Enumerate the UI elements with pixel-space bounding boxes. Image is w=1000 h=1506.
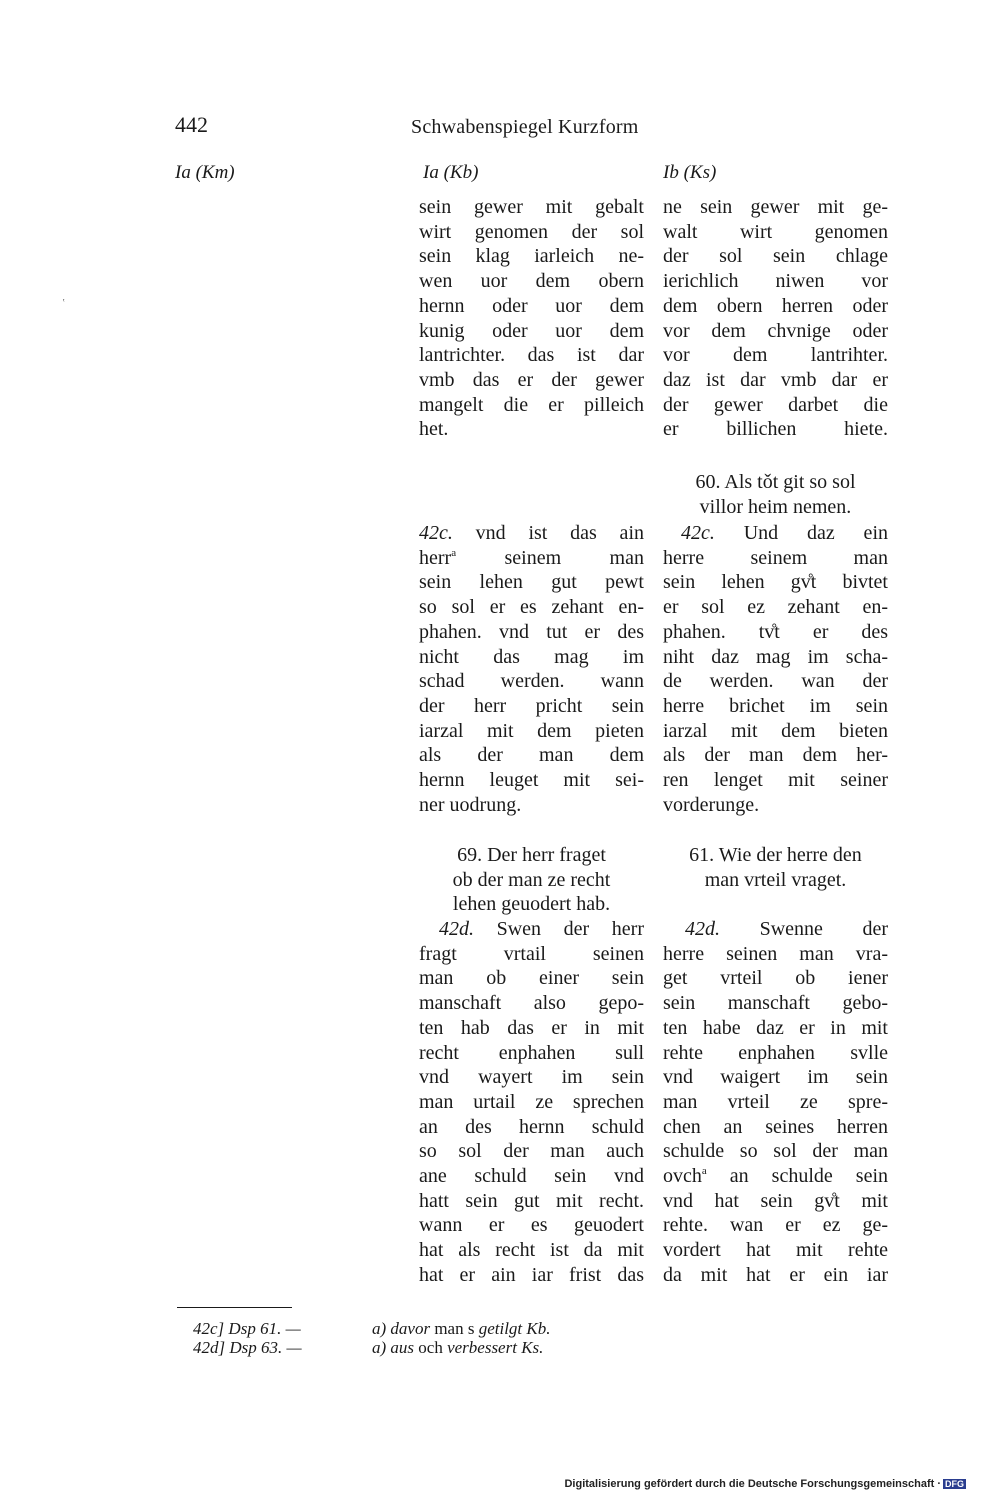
text-line: lehen geuodert hab. xyxy=(452,893,611,916)
column-heading-km: Ia (Km) xyxy=(175,162,235,183)
dfg-logo: DFG xyxy=(945,1479,964,1489)
text-line: daz ist dar vmb dar er xyxy=(663,368,888,391)
text-line: so sol der man auch xyxy=(419,1140,644,1163)
ks-42d-number: 42d. xyxy=(685,918,720,940)
text-line: 61. Wie der herre den xyxy=(689,844,862,866)
text-line: vor dem chvnige oder xyxy=(663,319,888,342)
footnote-a-ks: a) aus och verbessert Ks. xyxy=(372,1338,544,1357)
ks-section-heading-60 xyxy=(663,470,888,519)
text-line: manschaft also gepo- xyxy=(419,992,644,1015)
text-line: ten habe daz er in mit xyxy=(663,1016,888,1039)
kb-42d-number: 42d. xyxy=(439,918,474,940)
text-line: vorderunge. xyxy=(663,793,760,816)
stray-mark: ʽ xyxy=(62,298,66,309)
text-line: ten hab das er in mit xyxy=(419,1016,644,1039)
footnote-a-kb: a) davor man s getilgt Kb. xyxy=(372,1319,551,1338)
text-line: sein manschaft gebo- xyxy=(663,992,888,1015)
text-line: rehte. wan er ez ge- xyxy=(663,1214,888,1237)
text-line: chen an seines herren xyxy=(663,1115,888,1138)
text-line: walt wirt genomen xyxy=(663,220,888,243)
kb-paragraph-42d: 42d. Swen der herr fragt vrtail seinen man ob einer sein manschaft also gepo- ten hab das er in mit recht enphahen sull vnd wayert im sein man urtail ze sprechen an des hernn schuld so sol der man auch ane schuld sein vnd hatt sein gut mit recht. wann er es geuodert hat als recht ist da mit hat er ain iar frist das xyxy=(419,918,644,1286)
text-line: der herr pricht sein xyxy=(419,694,644,717)
ks-paragraph-42c: 42c. Und daz ein herre seinem man sein lehen gv̊t bivtet er sol ez zehant en- phahen. tv̊t er des niht daz mag im scha- de werden. wan der herre brichet im sein iarzal mit dem bieten als der man dem her- ren lenget mit seiner vorderunge. xyxy=(663,522,888,816)
text-line: dem obern herren oder xyxy=(663,294,888,317)
text-line: man ob einer sein xyxy=(419,967,644,990)
text-line: als der man dem her- xyxy=(663,744,888,767)
text-line: der gewer darbet die xyxy=(663,393,888,416)
kb-section-heading-69 xyxy=(419,843,644,917)
text-line: phahen. tv̊t er des xyxy=(663,620,888,643)
text-line: wirt genomen der sol xyxy=(419,220,644,243)
text-line: man urtail ze sprechen xyxy=(419,1090,644,1113)
text-line: get vrteil ob iener xyxy=(663,967,888,990)
footnote-ref-42c: 42c] Dsp 61. — xyxy=(193,1319,301,1338)
text-line: vor dem lantrihter. xyxy=(663,344,888,367)
text-line: lantrichter. das ist dar xyxy=(419,344,644,367)
text-line: sein klag iarleich ne- xyxy=(419,245,644,268)
ks-42c-number: 42c. xyxy=(681,522,715,544)
text-line: rehte enphahen svlle xyxy=(663,1041,888,1064)
text-line: man vrteil ze spre- xyxy=(663,1090,888,1113)
text-line: recht enphahen sull xyxy=(419,1041,644,1064)
kb-text-block-1 xyxy=(419,195,644,442)
text-line: niht daz mag im scha- xyxy=(663,645,888,668)
text-line: kunig oder uor dem xyxy=(419,319,644,342)
digitization-credit: Digitalisierung gefördert durch die Deutsche Forschungsgemeinschaft · DFG xyxy=(564,1478,964,1490)
running-head: Schwabenspiegel Kurzform xyxy=(411,116,639,138)
text-line: so sol er es zehant en- xyxy=(419,596,644,619)
text-line: wen uor dem obern xyxy=(419,270,644,293)
text-line: het. xyxy=(419,418,449,441)
text-line: mangelt die er pilleich xyxy=(419,393,644,416)
text-line: sein lehen gv̊t bivtet xyxy=(663,571,888,594)
text-line: sein gewer mit gebalt xyxy=(419,196,644,218)
text-line: er billichen hiete. xyxy=(663,418,888,441)
text-line: ane schuld sein vnd xyxy=(419,1165,644,1188)
text-line: de werden. wan der xyxy=(663,670,888,693)
text-line: nicht das mag im xyxy=(419,645,644,668)
text-line: ierichlich niwen vor xyxy=(663,270,888,293)
kb-42c-number: 42c. xyxy=(419,522,453,544)
text-line: herre seinem man xyxy=(663,546,888,569)
text-line: 69. Der herr fraget xyxy=(457,844,606,866)
text-line: schulde so sol der man xyxy=(663,1140,888,1163)
text-line: sein lehen gut pewt xyxy=(419,571,644,594)
text-line: er sol ez zehant en- xyxy=(663,596,888,619)
text-line: ner uodrung. xyxy=(419,793,522,816)
text-line: herre seinen man vra- xyxy=(663,942,888,965)
text-line: vmb das er der gewer xyxy=(419,368,644,391)
text-line: schad werden. wann xyxy=(419,670,644,693)
footnote-marker-a: a xyxy=(451,546,457,559)
ks-text-block-1 xyxy=(663,195,888,442)
text-line: herre brichet im sein xyxy=(663,694,888,717)
text-line: hernn oder uor dem xyxy=(419,294,644,317)
text-line: man vrteil vraget. xyxy=(704,868,847,891)
text-line: hatt sein gut mit recht. xyxy=(419,1189,644,1212)
text-line: ob der man ze recht xyxy=(452,868,611,891)
text-line: 60. Als tǒt git so sol xyxy=(695,471,856,493)
text-line: wann er es geuodert xyxy=(419,1214,644,1237)
text-line: vnd wayert im sein xyxy=(419,1066,644,1089)
text-line: fragt vrtail seinen xyxy=(419,942,644,965)
text-line: vordert hat mit rehte xyxy=(663,1239,888,1262)
text-line: hernn leuget mit sei- xyxy=(419,769,644,792)
text-line: der sol sein chlage xyxy=(663,245,888,268)
text-line: ne sein gewer mit ge- xyxy=(663,196,888,218)
footnote-marker-a: a xyxy=(701,1165,707,1178)
column-heading-ks: Ib (Ks) xyxy=(663,162,717,183)
text-line: villor heim nemen. xyxy=(699,495,852,518)
text-line: iarzal mit dem pieten xyxy=(419,719,644,742)
page-number: 442 xyxy=(175,112,208,137)
text-line: iarzal mit dem bieten xyxy=(663,719,888,742)
ks-section-heading-61 xyxy=(663,843,888,892)
footnote-ref-42d: 42d] Dsp 63. — xyxy=(193,1338,302,1357)
footnote-rule xyxy=(177,1307,292,1308)
text-line: als der man dem xyxy=(419,744,644,767)
text-line: ren lenget mit seiner xyxy=(663,769,888,792)
text-line: hat er ain iar frist das xyxy=(419,1263,644,1286)
text-line: hat als recht ist da mit xyxy=(419,1239,644,1262)
column-heading-kb: Ia (Kb) xyxy=(423,162,479,183)
text-line: an des hernn schuld xyxy=(419,1115,644,1138)
ks-paragraph-42d: 42d. Swenne der herre seinen man vra- get vrteil ob iener sein manschaft gebo- ten habe daz er in mit rehte enphahen svlle vnd waigert im sein man vrteil ze spre- chen an seines herren schulde so sol der man ovch$^a$ an schulde sein vnd hat sein gv̊t mit rehte. wan er ez ge- vordert hat mit rehte da mit hat er ein iar xyxy=(663,918,889,1286)
text-line: da mit hat er ein iar xyxy=(663,1263,888,1286)
kb-paragraph-42c: 42c. vnd ist das ain herr$^a$ seinem man sein lehen gut pewt so sol er es zehant en- phahen. vnd tut er des nicht das mag im schad werden. wann der herr pricht sein iarzal mit dem pieten als der man dem hernn leuget mit sei- ner uodrung. xyxy=(419,522,644,816)
text-line: phahen. vnd tut er des xyxy=(419,620,644,643)
text-line: vnd hat sein gv̊t mit xyxy=(663,1189,888,1212)
text-line: vnd waigert im sein xyxy=(663,1066,888,1089)
